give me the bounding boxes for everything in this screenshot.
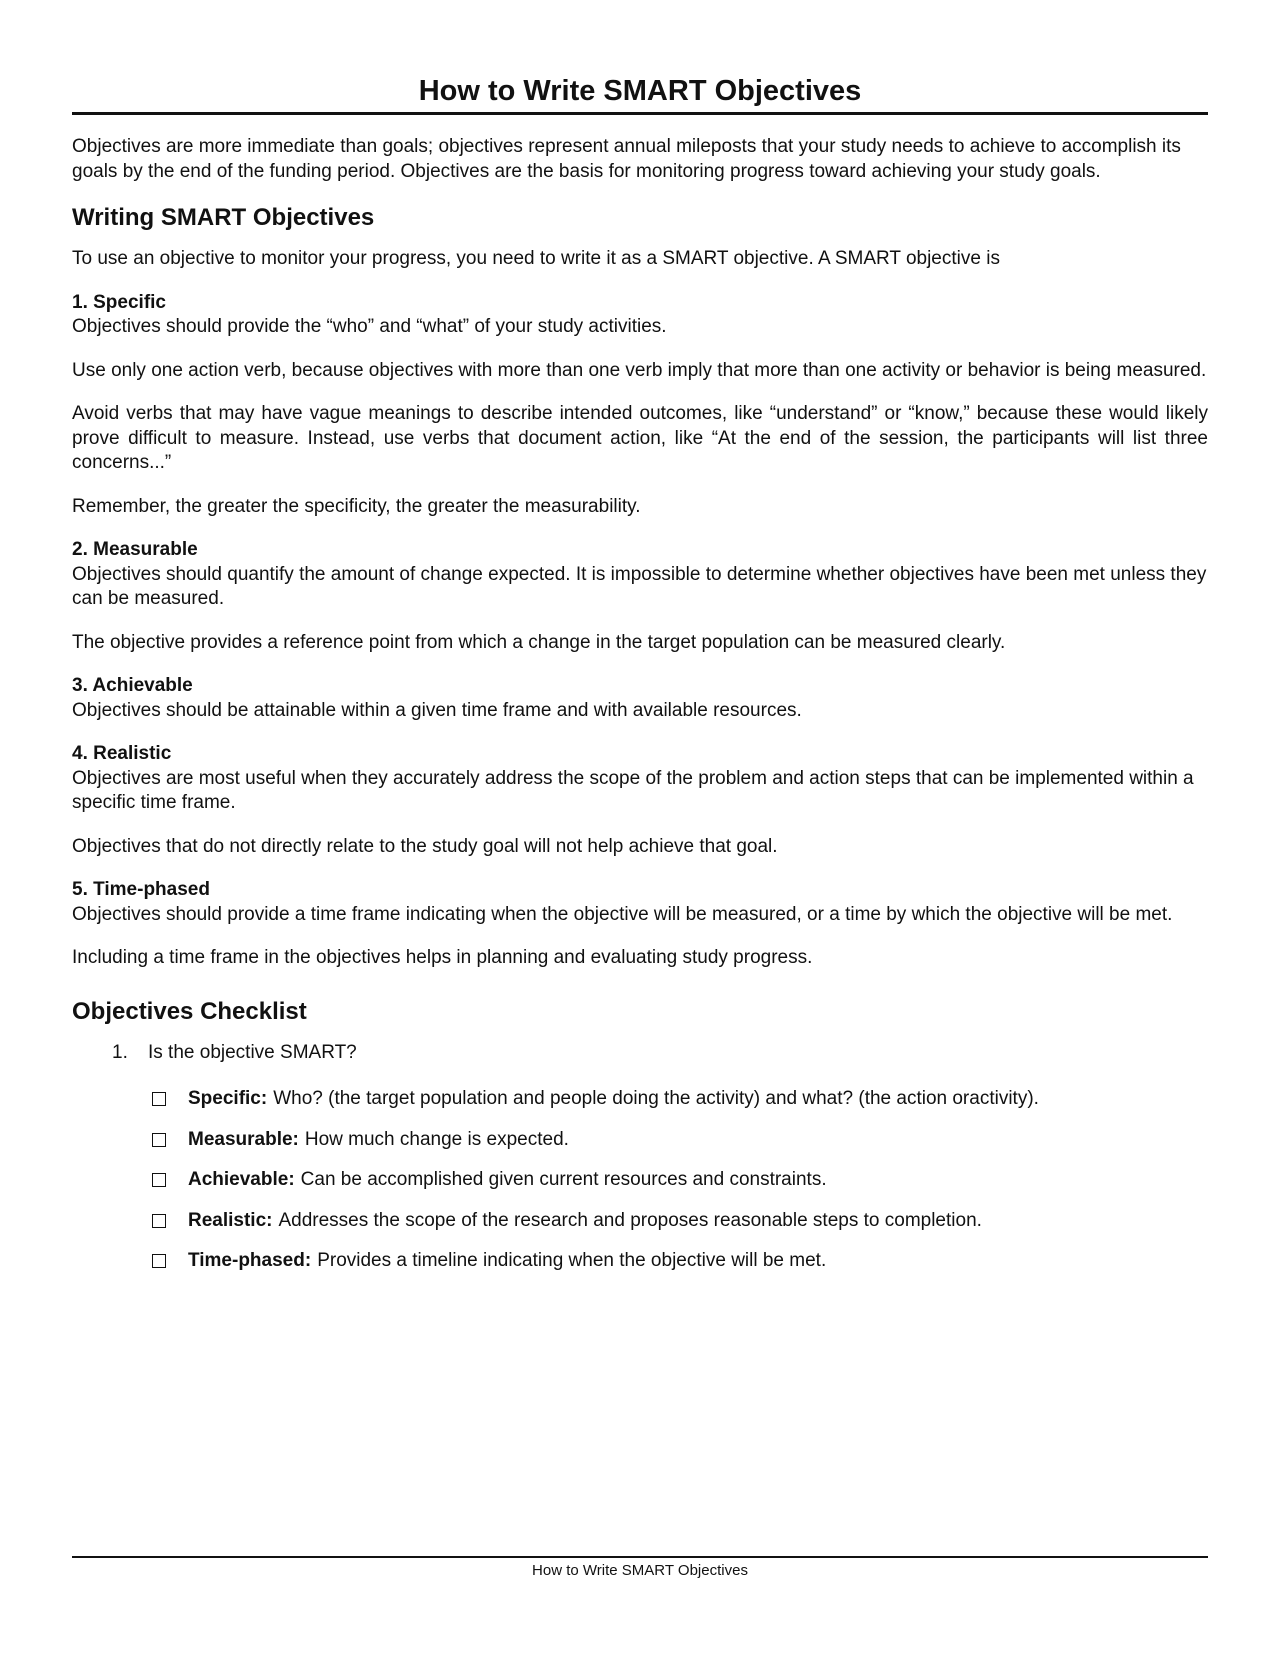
- check-item-specific: [152, 1087, 1208, 1112]
- check-text: How much change is expected.: [304, 1128, 569, 1150]
- check-item-time-phased: [152, 1249, 1208, 1274]
- section-lead: To use an objective to monitor your progress, you need to write it as a SMART objective. A SMART objective is: [72, 248, 1000, 269]
- section-heading-writing: Writing SMART Objectives: [72, 204, 375, 231]
- checklist-question: [112, 1041, 1208, 1066]
- page-title: How to Write SMART Objectives: [418, 75, 862, 107]
- checkbox-icon[interactable]: [152, 1173, 166, 1187]
- check-text: Provides a timeline indicating when the objective will be met.: [317, 1250, 827, 1271]
- item-heading-time-phased: 5. Time-phased: [72, 879, 210, 900]
- document-page: [72, 72, 1208, 1290]
- footer-text: How to Write SMART Objectives: [532, 1562, 748, 1579]
- check-label: Achievable:: [188, 1169, 295, 1190]
- title-divider: [72, 112, 1208, 115]
- realistic-paragraph-2: Objectives that do not directly relate to the study goal will not help achieve that goal.: [72, 835, 778, 857]
- check-label: Measurable:: [188, 1128, 299, 1150]
- checkbox-icon[interactable]: [152, 1133, 166, 1147]
- specific-paragraph-1: Objectives should provide the “who” and “what” of your study activities.: [72, 316, 667, 337]
- checkbox-icon[interactable]: [152, 1092, 166, 1106]
- check-item-realistic: [152, 1209, 1208, 1234]
- page-footer: [72, 1556, 1208, 1580]
- measurable-paragraph-2: The objective provides a reference point from which a change in the target population can be measured clearly.: [72, 631, 1006, 653]
- item-heading-measurable: 2. Measurable: [72, 539, 198, 560]
- check-item-measurable: [152, 1128, 1208, 1153]
- item-heading-realistic: 4. Realistic: [72, 743, 172, 764]
- smart-checklist: [72, 1087, 1208, 1274]
- item-heading-specific: 1. Specific: [72, 291, 166, 313]
- specific-paragraph-4: Remember, the greater the specificity, the greater the measurability.: [72, 495, 641, 517]
- checklist-question-number: 1.: [112, 1041, 128, 1063]
- specific-paragraph-3: Avoid verbs that may have vague meanings to describe intended outcomes, like “understand” or “know,” because these would likely prove difficult to measure. Instead, use verbs that document action, like “At the end of the session, the participants will list three concerns...”: [72, 403, 1208, 473]
- time-phased-paragraph-1: Objectives should provide a time frame indicating when the objective will be measured, or a time by which the objective will be met.: [72, 903, 1173, 925]
- check-item-achievable: [152, 1168, 1208, 1193]
- check-label: Realistic:: [188, 1209, 273, 1231]
- checkbox-icon[interactable]: [152, 1254, 166, 1268]
- intro-paragraph: Objectives are more immediate than goals; objectives represent annual mileposts that your study needs to achieve to accomplish its goals by the end of the funding period. Objectives are the basis for monitoring progress toward achieving your study goals.: [72, 136, 1181, 182]
- section-heading-checklist: Objectives Checklist: [72, 997, 307, 1025]
- achievable-paragraph-1: Objectives should be attainable within a given time frame and with available resources.: [72, 699, 802, 721]
- check-label: Specific:: [188, 1088, 268, 1109]
- measurable-paragraph-1: Objectives should quantify the amount of change expected. It is impossible to determine whether objectives have been met unless they can be measured.: [72, 563, 1207, 609]
- specific-paragraph-2: Use only one action verb, because objectives with more than one verb imply that more than one activity or behavior is being measured.: [72, 359, 1207, 381]
- checklist-question-text: Is the objective SMART?: [148, 1041, 357, 1063]
- checkbox-icon[interactable]: [152, 1214, 166, 1228]
- time-phased-paragraph-2: Including a time frame in the objectives helps in planning and evaluating study progress.: [72, 947, 813, 968]
- item-heading-achievable: 3. Achievable: [72, 675, 193, 696]
- footer-divider: [72, 1556, 1208, 1558]
- realistic-paragraph-1: Objectives are most useful when they accurately address the scope of the problem and action steps that can be implemented within a specific time frame.: [72, 767, 1194, 813]
- check-text: Addresses the scope of the research and proposes reasonable steps to completion.: [278, 1209, 982, 1231]
- check-label: Time-phased:: [188, 1250, 312, 1271]
- check-text: Can be accomplished given current resources and constraints.: [300, 1169, 827, 1190]
- check-text: Who? (the target population and people doing the activity) and what? (the action oractivity).: [273, 1088, 1039, 1109]
